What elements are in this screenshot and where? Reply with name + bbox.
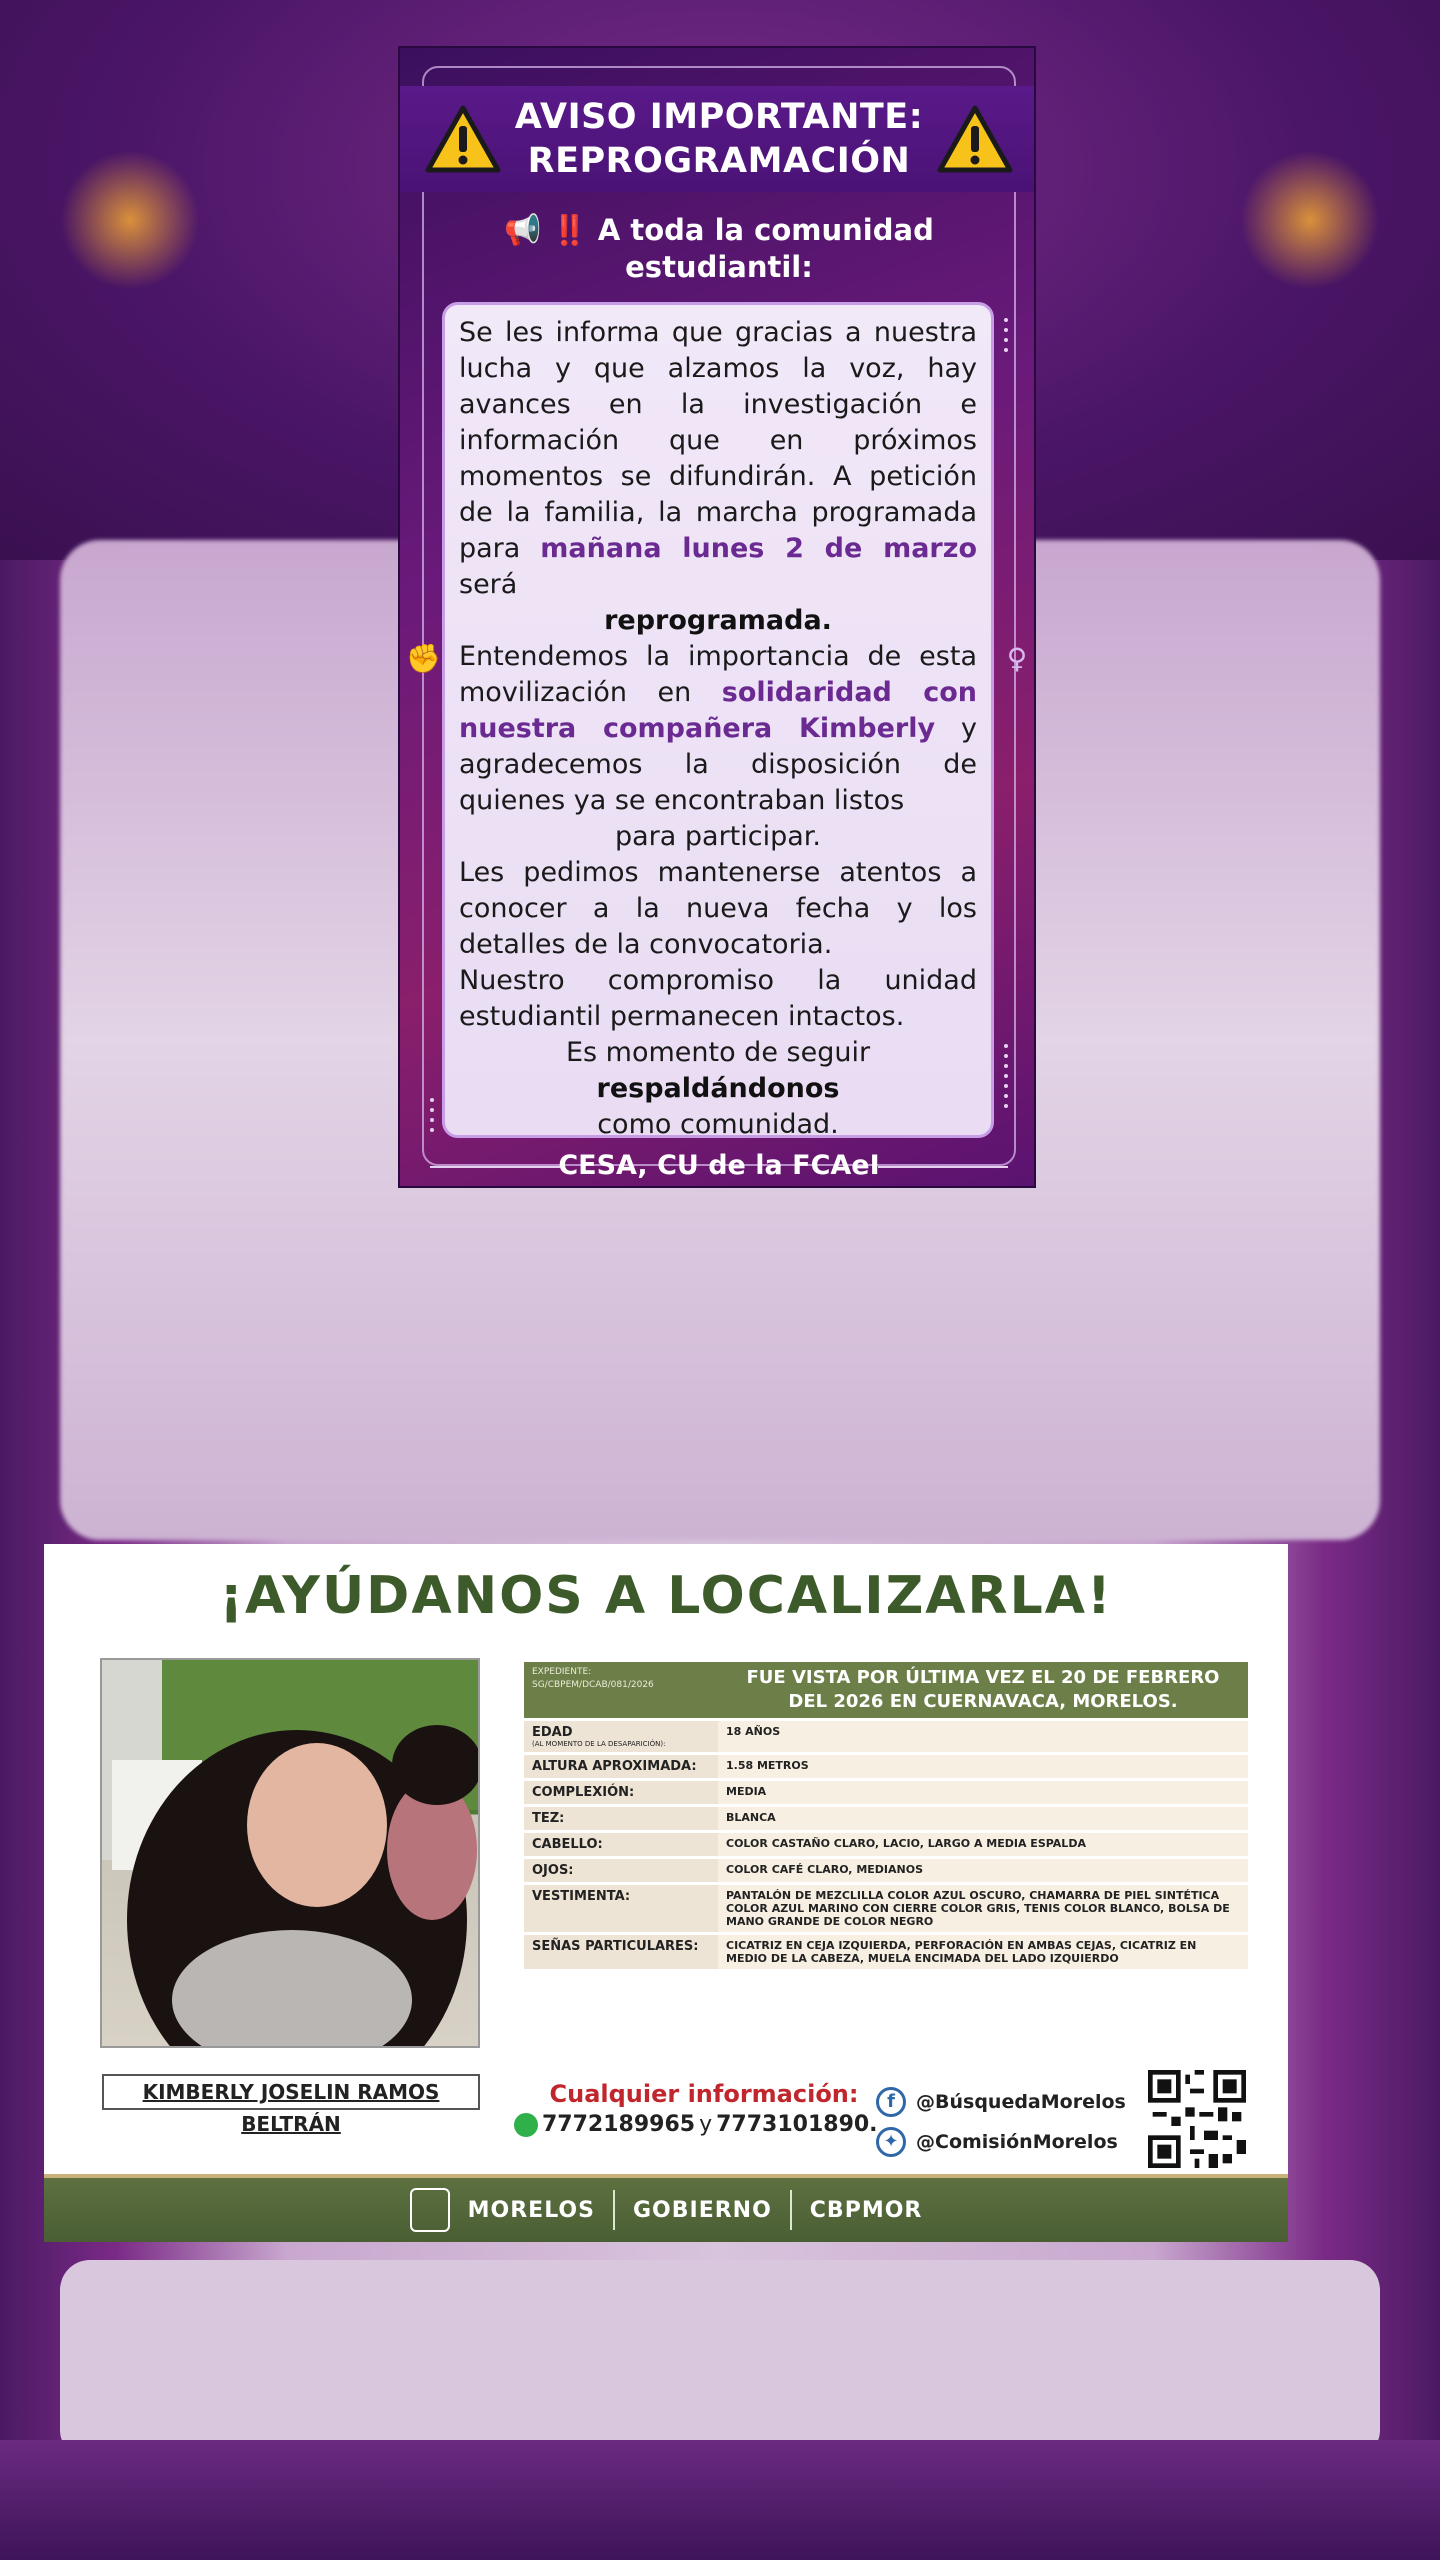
table-row: EXPEDIENTE: SG/CBPEM/DCAB/081/2026 FUE VISTA POR ÚLTIMA VEZ EL 20 DE FEBRERO DEL 2026 EN CUERNAVACA, MORELOS. [524,1662,1248,1720]
facebook-handle[interactable]: @BúsquedaMorelos [916,2091,1126,2113]
phone-2[interactable]: 7773101890. [716,2112,878,2137]
message-paragraph-4: Nuestro compromiso la unidad estudiantil permanecen intactos. [459,965,977,1032]
decorative-dots [1004,318,1008,358]
flyer-footer-logos [44,2174,1288,2242]
logo-cbpmor: CBPMOR [809,2197,923,2223]
megaphone-icon: 📢 [504,213,542,248]
poster-message-card [442,302,994,1138]
contact-info: Cualquier información: 7772189965 y 7773101890. [514,2080,894,2137]
message-paragraph-5a: Es momento de seguir [565,1037,871,1068]
missing-person-flyer [44,1544,1288,2242]
warning-icon [937,104,1013,174]
message-paragraph-5-bold: respaldándonos [596,1073,840,1104]
message-paragraph-3: Les pedimos mantenerse atentos a conocer a la nueva fecha y los detalles de la convocatoria. [459,857,977,960]
table-row: COMPLEXIÓN: MEDIA [524,1780,1248,1806]
missing-person-photo [100,1658,480,2048]
social-accounts [876,2082,1176,2162]
morelos-shield-icon [410,2188,450,2232]
announcement-poster [398,46,1036,1188]
person-photo-illustration [102,1660,480,2048]
message-paragraph-2: Entendemos la importancia de esta movilización en solidaridad con nuestra compañera Kimberly y agradecemos la disposición de quienes ya se encontraban listos [459,641,977,816]
message-paragraph-5b: como comunidad. [597,1109,839,1140]
table-row: VESTIMENTA: PANTALÓN DE MEZCLILLA COLOR AZUL OSCURO, CHAMARRA DE PIEL SINTÉTICA COLOR AZUL MARINO CON CIERRE COLOR GRIS, TENIS COLOR BLANCO, BOLSA DE MANO GRANDE DE COLOR NEGRO [524,1884,1248,1934]
facebook-icon: f [876,2087,906,2117]
message-paragraph-1: Se les informa que gracias a nuestra lucha y que alzamos la voz, hay avances en la investigación e información que en próximos momentos se difundirán. A petición de la familia, la marcha programada para mañana lunes 2 de marzo será [459,317,977,600]
female-silhouette-icon: ♀ [1006,642,1028,675]
message-paragraph-2-end: para participar. [614,821,822,852]
poster-footer: CESA, CU de la FCAeI [558,1150,880,1181]
twitter-handle[interactable]: @ComisiónMorelos [916,2131,1118,2153]
background-glow-left [60,150,200,290]
twitter-icon: ✦ [876,2127,906,2157]
logo-morelos: MORELOS [467,2197,595,2223]
logo-gobierno: GOBIERNO [632,2197,772,2223]
table-row: SEÑAS PARTICULARES: CICATRIZ EN CEJA IZQUIERDA, PERFORACIÓN EN AMBAS CEJAS, CICATRIZ EN MEDIO DE LA CABEZA, MUELA ENCIMADA DEL LADO IZQUIERDO [524,1934,1248,1971]
warning-icon [425,104,501,174]
background-bottom [60,2260,1380,2460]
poster-subtitle: 📢 ‼️ A toda la comunidad estudiantil: [504,213,934,284]
contact-title: Cualquier información: [549,2080,859,2108]
message-bold-reprogramada: reprogramada. [604,605,832,636]
decorative-dots [1004,1044,1008,1114]
table-row: ALTURA APROXIMADA: 1.58 METROS [524,1754,1248,1780]
decorative-dots [430,1098,434,1138]
raised-fist-icon: ✊ [406,642,441,675]
table-row: EDAD (AL MOMENTO DE LA DESAPARICIÓN): 18 AÑOS [524,1720,1248,1754]
poster-title: AVISO IMPORTANTE: REPROGRAMACIÓN [514,97,924,181]
qr-code-icon[interactable] [1148,2070,1246,2168]
background-glow-right [1240,150,1380,290]
phone-1[interactable]: 7772189965 [542,2112,696,2137]
poster-header [400,86,1036,192]
missing-person-name: KIMBERLY JOSELIN RAMOS BELTRÁN [102,2074,480,2110]
whatsapp-icon [514,2113,538,2137]
flyer-title: ¡AYÚDANOS A LOCALIZARLA! [219,1566,1113,1626]
table-row: OJOS: COLOR CAFÉ CLARO, MEDIANOS [524,1858,1248,1884]
last-seen-text: FUE VISTA POR ÚLTIMA VEZ EL 20 DE FEBRERO DEL 2026 EN CUERNAVACA, MORELOS. [718,1662,1248,1720]
table-row: TEZ: BLANCA [524,1806,1248,1832]
background-bottom-band [0,2440,1440,2560]
missing-person-details-table [524,1662,1248,1972]
table-row: CABELLO: COLOR CASTAÑO CLARO, LACIO, LARGO A MEDIA ESPALDA [524,1832,1248,1858]
double-exclamation-icon: ‼️ [551,213,588,247]
